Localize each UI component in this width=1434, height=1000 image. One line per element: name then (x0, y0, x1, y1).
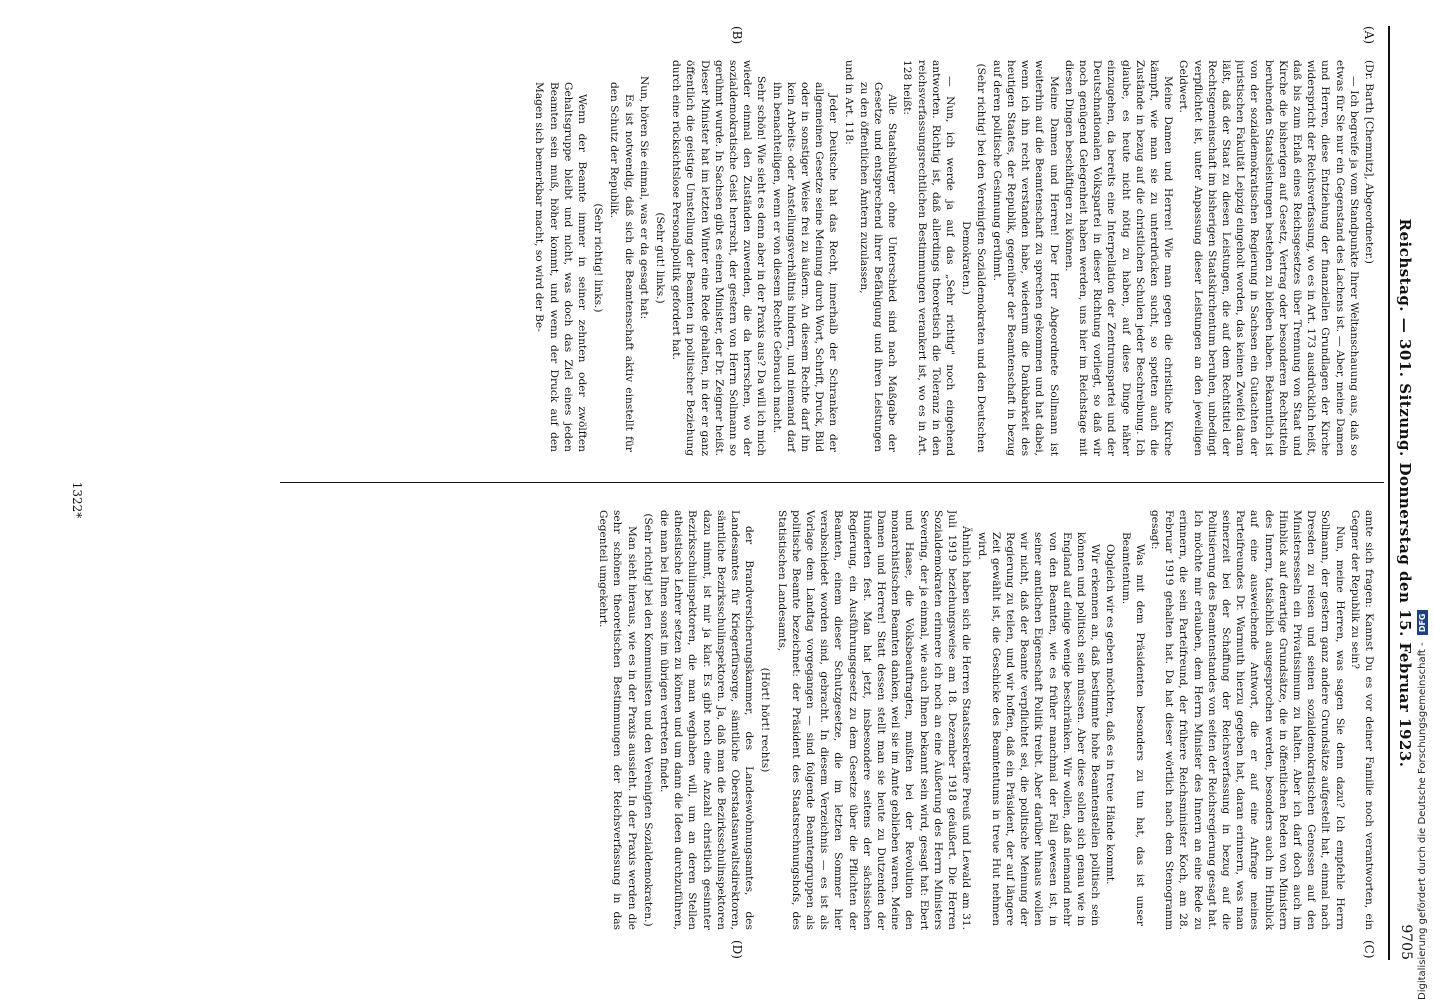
paragraph: und in Art. 118: (842, 60, 855, 145)
page-title: Reichstag. — 301. Sitzung. Donnerstag den 15. Februar 1923. (1396, 218, 1414, 768)
margin-letter-c: (C) (1362, 940, 1376, 959)
paragraph: Ähnlich haben sich die Herren Staatssekretäre Preuß und Lewald am 31. Juli 1919 beziehungsweise am 18. Dezember 1918 geäußert. Die Herren Sozialdemokraten erinnere ich noch an eine Äußerung des Herrn Ministers Severing, der ja einmal, wie auch Ihnen bekannt sein wird, gesagt hat: Ebert und Haase, die Volksbeauftragten, mußten bei der Revolution den monarchistischen Beamten danken, weil sie im Amte geblieben waren. Meine Damen und Herren! Statt dessen stellt man sie heute zu Dutzenden der Hunderten fest. Man hat jetzt, insbesondere seitens der sächsischen Regierung, ein Ausführungsgesetz zu dem Gesetze über die Pflichten der Beamten, einem dieser Schutzgesetze, die im letzten Sommer hier verabschiedet worden sind, gebracht. In diesem Verzeichnis — es ist als Vorlage dem Landtag vorgegangen — sind folgende Beamtengruppen als politische Beamte bezeichnet: der Präsident des Staatsrechnungshofs, des Statistischen Landesamts, (775, 510, 973, 930)
paragraph: (Sehr richtig! bei den Kommunisten und den Vereinigten Sozialdemokraten.) (641, 513, 654, 927)
digitization-note (1410, 0, 1428, 1000)
paragraph: (Dr. Barth [Chemnitz], Abgeordneter.) (1363, 60, 1375, 264)
right-text-column (70, 510, 1376, 930)
paragraph: Sehr schön! Wie sieht es denn aber in der Praxis aus? Da will ich mich wieder einmal den Zuständen zuwenden, die da herrschen, wo der sozialdemokratische Geist herrscht, der gestern von Herrn Sollmann so gerühmt wurde. In Sachsen gibt es einen Minister, der Dr. Zeigner heißt. Dieser Minister hat im letzten Winter eine Rede gehalten, in der er ganz öffentlich die geistige Umstellung der Beamten in politischer Beziehung durch eine rücksichtslose Personalpolitik gefordert hat. (670, 60, 768, 456)
paragraph: Jeder Deutsche hat das Recht, innerhalb der Schranken der allgemeinen Gesetze seine Meinung durch Wort, Schrift, Druck, Bild oder in sonstiger Weise frei zu äußern. An diesem Rechte darf ihn kein Arbeits- oder Anstellungsverhältnis hindern, und niemand darf ihn benachteiligen, wenn er von diesem Rechte Gebrauch macht. (770, 82, 840, 452)
margin-letter-d: (D) (730, 940, 744, 959)
margin-letter-b: (B) (730, 26, 744, 45)
paragraph: amte sich fragen: Kannst Du es vor deiner Familie noch verantworten, ein Gegner der Republik zu sein? (1348, 510, 1375, 930)
paragraph: Nun, meine Herren, was sagen Sie denn dazu? Ich empfehle Herrn Sollmann, der gestern ganz andere Grundsätze aufgestellt hat, einmal nach Dresden zu reisen und seinen sozialdemokratischen Genossen auf den Ministersesseln ein Privatissimum zu halten. Aber ich darf doch auch im Hinblick auf derartige Grundsätze, die in öffentlichen Reden von Ministern des Innern, tatsächlich ausgesprochen werden, besonders auch im Hinblick auf eine ausweichende Antwort, die er auf eine Anfrage meines Parteifreundes Dr. Warmuth hierzu gegeben hat, daran erinnern, was man seinerzeit bei der Schaffung der Reichsverfassung in bezug auf die Politisierung des Beamtenstandes von seiten der Reichsregierung gesagt hat. Ich möchte mir erlauben, dem Herrn Minister des Innern an eine Rede zu erinnern, die sein Parteifreund, der frühere Reichsminister Koch, am 28. Februar 1919 gehalten hat. Da hat dieser wörtlich nach dem Stenogramm gesagt: (1148, 510, 1346, 930)
footer-page-number: 1322* (70, 481, 84, 519)
paragraph: (Sehr gut! links.) (654, 212, 667, 304)
paragraph: Es ist notwendig, daß sich die Beamtenschaft aktiv einstellt für den Schutz der Republik. (608, 82, 635, 452)
paragraph: Man sieht hieraus, wie es in der Praxis aussieht. In der Praxis werden die sehr schönen theoretischen Bestimmungen der Reichsverfassung in das Gegenteil umgekehrt. (597, 510, 638, 930)
paragraph: — Ich begreife ja vom Standpunkte Ihrer Weltanschauung aus, daß so etwas für Sie nur ein Gegenstand des Lachens ist. — Aber, meine Damen und Herren, diese Entziehung der finanziellen Grundlagen der Kirche widerspricht der Reichsverfassung, wo es in Art. 173 ausdrücklich heißt, daß bis zum Erlaß eines Reichsgesetzes über Trennung von Staat und Kirche die bisherigen auf Gesetz, Vertrag oder besonderen Rechtstiteln beruhenden Staatsleistungen bestehen zu bleiben haben. Bekanntlich ist von der sozialdemokratischen Regierung in Sachsen ein Gutachten der juristischen Fakultät Leipzig eingeholt worden, das keinen Zweifel daran läßt, daß der Staat zu diesen Leistungen, die auf dem Rechtstitel der Rechtsgemeinschaft im bisherigen Staatskirchentum beruhen, unbedingt verpflichtet ist, unter Anpassung dieser Leistungen an den jeweiligen Geldwert. (1177, 60, 1360, 456)
paragraph: (Sehr richtig! bei den Vereinigten Sozialdemokraten und den Deutschen Demokraten.) (960, 63, 987, 453)
digitization-note-text: Digitalisierung gefördert durch die Deutsche Forschungsgemeinschaft - (1417, 642, 1428, 1000)
left-text-column (70, 60, 1376, 456)
paragraph: Alle Staatsbürger ohne Unterschied sind nach Maßgabe der Gesetze und entsprechend ihrer Befähigung und ihren Leistungen zu den öffentlichen Ämtern zuzulassen, (857, 82, 899, 452)
dfg-logo: DFG (1417, 611, 1428, 636)
paragraph: Meine Damen und Herren! Wie man gegen die christliche Kirche kämpft, wie man sie zu unterdrücken sucht, so spotten auch die Zustände in bezug auf die christlichen Schulen jeder Beschreibung. Ich glaube, es heute nicht nötig zu haben, auf diese Dinge näher einzugehen, da bereits eine Interpellation der Zentrumspartei und der Deutschnationalen Volkspartei in dieser Richtung vorliegt, so daß wir noch genügend Gelegenheit haben werden, uns hier im Reichstage mit diesen Dingen beschäftigen zu können. (1062, 60, 1175, 456)
paragraph: Was mit dem Präsidenten besonders zu tun hat, das ist unser Beamtentum. (1119, 532, 1146, 926)
paragraph: (Hört! hört! rechts) (759, 667, 772, 773)
page-number: 9705 (1398, 924, 1414, 960)
paragraph: Obgleich wir es geben möchten, daß es in treue Hände kommt. (1104, 544, 1117, 885)
margin-letter-a: (A) (1362, 26, 1376, 45)
paragraph: Meine Damen und Herren! Der Herr Abgeordnete Sollmann ist weiterhin auf die Beamtenschaft zu sprechen gekommen und hat dabei, wenn ich ihn recht verstanden habe, wiederum die Dankbarkeit des heutigen Staates, der Republik, gegenüber der Beamtenschaft in bezug auf deren politische Gesinnung gerühmt. (990, 60, 1060, 456)
paragraph: (Sehr richtig! links.) (592, 203, 605, 313)
paragraph: der Brandversicherungskammer, des Landeswohnungsamtes, des Landesamtes für Kriegerfürsorge, sämtliche Oberstaatsanwaltsdirektoren, sämtliche Bezirksschulinspektoren. Ja, daß man die Bezirksschulinspektoren dazu nimmt, ist mir ja klar. Es gibt noch eine Anzahl christlich gesinnter Bezirksschulinspektoren, die man weghaben will, um an deren Stellen atheistische Lehrer setzen zu können und um dann die Ideen durchzuführen, die man bei Ihnen sonst im übrigen vertreten findet. (658, 510, 756, 930)
paragraph: Wenn der Beamte immer in seiner zehnten oder zwölften Gehaltsgruppe bleibt und nicht, was doch das Ziel eines jeden Beamten sein muß, höher kommt, und wenn der Druck auf den Magen sich bemerkbar macht, so wird der Be- (533, 82, 589, 452)
paragraph: Wir erkennen an, daß bestimmte hohe Beamtenstellen politisch sein können und politisch sein müssen. Aber diese sollen sich genau wie in England auf einige wenige beschränken. Wir wollen, daß niemand mehr von den Beamten, wie es früher manchmal der Fall gewesen ist, in seiner amtlichen Eigenschaft Politik treibt. Aber darüber hinaus wollen wir nicht, daß der Beamte verpflichtet sei, die politische Meinung der Regierung zu teilen, und wir hoffen, daß ein Präsident, der auf längere Zeit gewählt ist, die Geschicke des Beamtentums in treue Hut nehmen wird. (975, 532, 1102, 926)
paragraph: — Nun, ich werde ja auf das „Sehr richtig" noch eingehend antworten. Richtig ist, daß allerdings theoretisch die Toleranz in den reichsverfassungsrechtlichen Bestimmungen verankert ist, wo es in Art. 128 heißt: (901, 60, 957, 456)
paragraph: Nun, hören Sie einmal, was er da gesagt hat: (637, 76, 650, 320)
column-divider (280, 482, 1384, 483)
